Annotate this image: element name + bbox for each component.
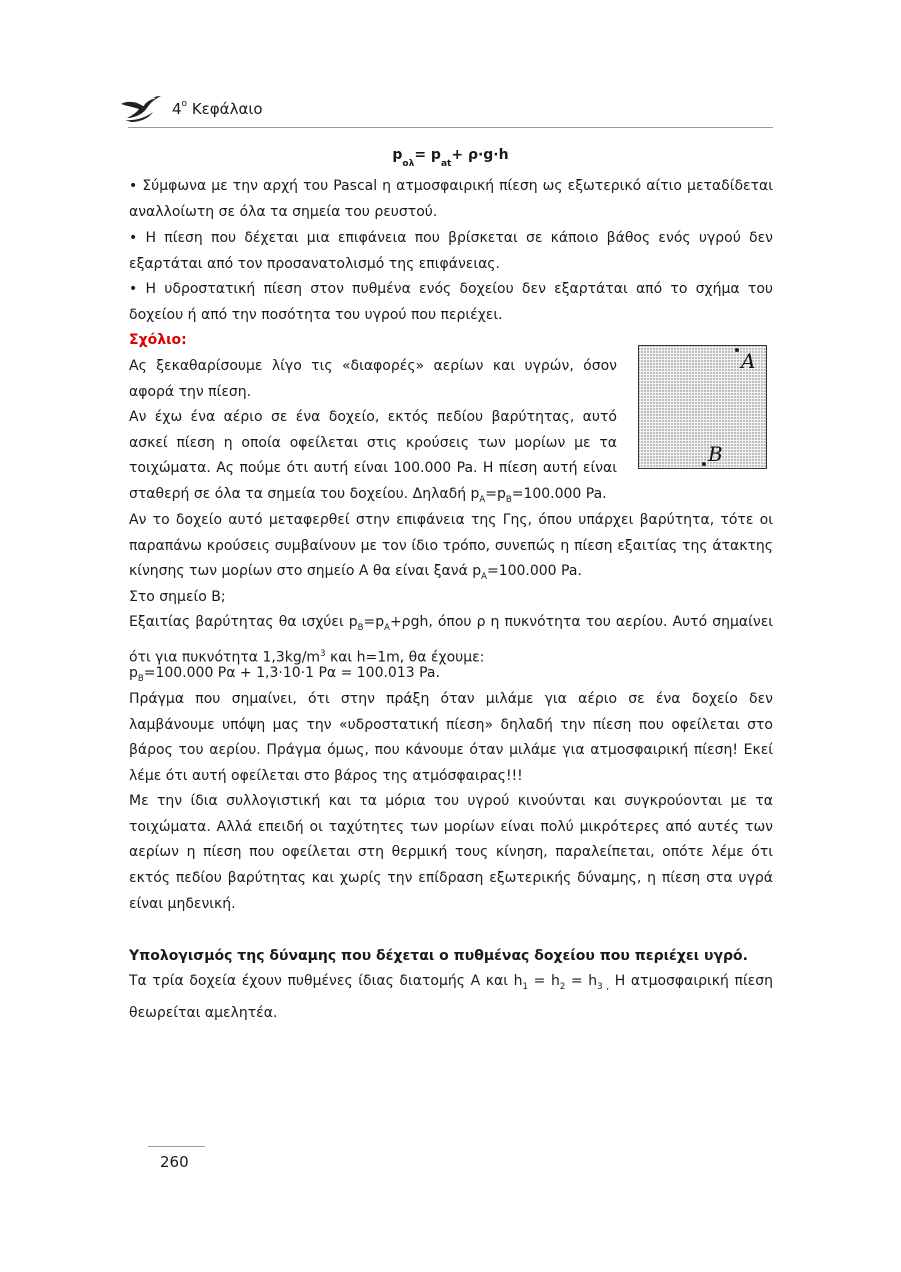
section-heading: Υπολογισμός της δύναμης που δέχεται ο πυθμένας δοχείου που περιέχει υγρό. (129, 948, 748, 964)
point-b-marker (702, 462, 706, 466)
footer-divider (148, 1146, 205, 1147)
page-number: 260 (160, 1153, 189, 1171)
bullet-orientation: • Η πίεση που δέχεται μια επιφάνεια που βρίσκεται σε κάποιο βάθος ενός υγρού δεν εξαρτάται από τον προσανατολισμό της επιφάνειας. (129, 230, 773, 272)
header-divider (128, 127, 773, 128)
comment-paragraph-1: Ας ξεκαθαρίσουμε λίγο τις «διαφορές» αερίων και υγρών, όσον αφορά την πίεση. (129, 358, 617, 400)
comment-paragraph-4: Στο σημείο Β; (129, 589, 226, 605)
comment-paragraph-5: Εξαιτίας βαρύτητας θα ισχύει $p_B=p_A+\rho gh$, όπου ρ η πυκνότητα του αερίου. Αυτό σημαίνει ότι για πυκνότητα $1,3kg/m^3$ και h=1m, θα έχουμε: (129, 614, 773, 666)
comment-paragraph-6: $p_B=100.000$ Pα + 1,3·10·1 Pα = 100.013 Pa. (129, 665, 440, 684)
comment-paragraph-2: Αν έχω ένα αέριο σε ένα δοχείο, εκτός πεδίου βαρύτητας, αυτό ασκεί πίεση η οποία οφείλεται στις κρούσεις των μορίων με τα τοιχώματα. Ας πούμε ότι αυτή είναι 100.000 Pa. Η πίεση αυτή είναι σταθερή σε όλα τα σημεία του δοχείου. Δηλαδή $p_A=p_B=100.000$ Pa. (129, 409, 617, 505)
section-paragraph: Τα τρία δοχεία έχουν πυθμένες ίδιας διατομής Α και $h_1 = h_2 = h_{3 ,}$ Η ατμοσφαιρική πίεση θεωρείται αμελητέα. (129, 973, 773, 1021)
gas-container-figure (638, 345, 767, 469)
point-b-label: B (708, 442, 723, 466)
comment-heading: Σχόλιο: (129, 332, 187, 348)
bullet-pascal: • Σύμφωνα με την αρχή του Pascal η ατμοσφαιρική πίεση ως εξωτερικό αίτιο μεταδίδεται αναλλοίωτη σε όλα τα σημεία του ρευστού. (129, 178, 773, 220)
comment-paragraph-3: Αν το δοχείο αυτό μεταφερθεί στην επιφάνεια της Γης, όπου υπάρχει βαρύτητα, τότε οι παραπάνω κρούσεις συμβαίνουν με τον ίδιο τρόπο, συνεπώς η πίεση εξαιτίας της άτακτης κίνησης των μορίων στο σημείο Α θα είναι ξανά $p_A=100.000$ Pa. (129, 512, 773, 583)
bullet-container-shape: • Η υδροστατική πίεση στον πυθμένα ενός δοχείου δεν εξαρτάται από το σχήμα του δοχείου ή από την ποσότητα του υγρού που περιέχει. (129, 281, 773, 323)
point-a-marker (735, 348, 739, 352)
point-a-label: A (741, 349, 756, 373)
comment-paragraph-8: Με την ίδια συλλογιστική και τα μόρια του υγρού κινούνται και συγκρούονται με τα τοιχώματα. Αλλά επειδή οι ταχύτητες των μορίων είναι πολύ μικρότερες από αυτές των αερίων η πίεση που οφείλεται στη θερμική τους κίνηση, παραλείπεται, οπότε λέμε ότι εκτός πεδίου βαρύτητας και χωρίς την επίδραση εξωτερικής δύναμης, η πίεση στα υγρά είναι μηδενική. (129, 793, 773, 912)
chapter-title: $4^o$ Κεφάλαιο (172, 99, 263, 118)
dove-logo-icon (119, 90, 163, 124)
comment-paragraph-7: Πράγμα που σημαίνει, ότι στην πράξη όταν μιλάμε για αέριο σε ένα δοχείο δεν λαμβάνουμε υπόψη μας την «υδροστατική πίεση» δηλαδή την πίεση που οφείλεται στο βάρος του αερίου. Πράγμα όμως, που κάνουμε όταν μιλάμε για ατμοσφαιρική πίεση! Εκεί λέμε ότι αυτή οφείλεται στο βάρος της ατμόσφαιρας!!! (129, 691, 773, 785)
pressure-formula: $p_{o\lambda}= p_{at}+ \rho\cdot g\cdot h$ (392, 147, 509, 169)
